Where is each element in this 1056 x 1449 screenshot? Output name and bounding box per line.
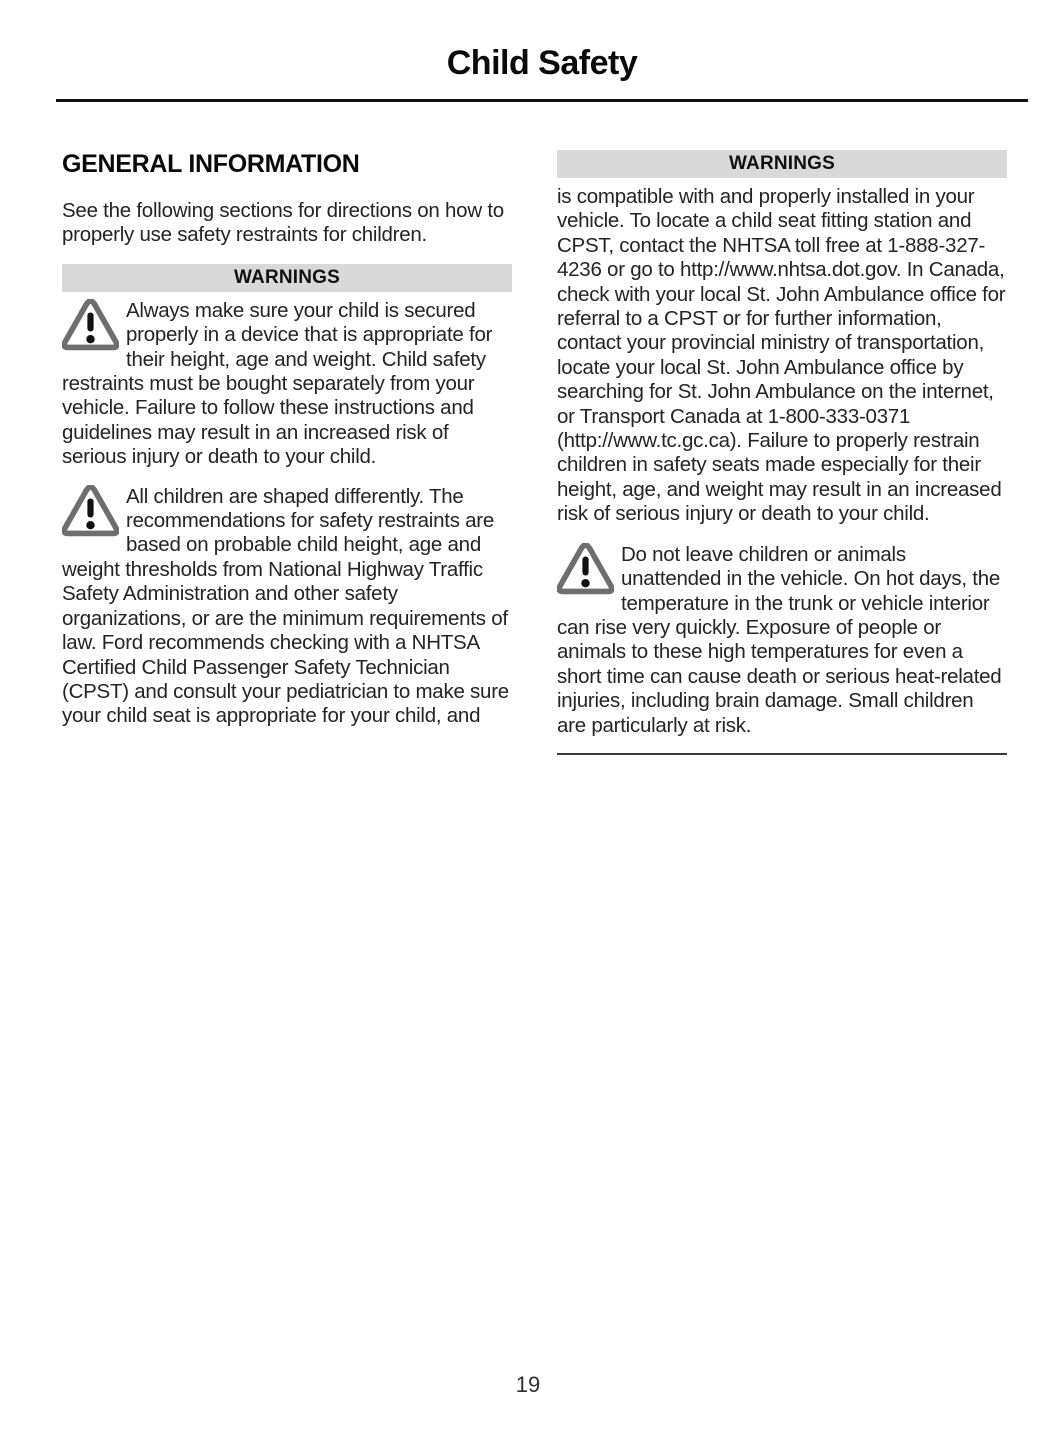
page-number: 19 — [515, 1372, 541, 1397]
warning-triangle-icon — [62, 299, 126, 371]
warnings-end-rule — [557, 753, 1007, 755]
left-column — [62, 150, 512, 755]
right-column — [557, 150, 1007, 755]
warning-text: All children are shaped differently. The recommendations for safety restraints are based on probable child height, age and weight thresholds from National Highway Traffic Safety Administration and other safety organizations, or are the minimum requirements of law. Ford recommends checking with a NHTSA Certified Child Passenger Safety Technician (CPST) and consult your pediatrician to make sure your child seat is appropriate for your child, and — [62, 484, 509, 728]
warnings-header-bar: WARNINGS — [557, 150, 1007, 178]
warning-item — [557, 543, 1007, 738]
warning-triangle-icon — [557, 543, 621, 615]
warning-item — [62, 485, 512, 729]
warning-item — [62, 299, 512, 470]
warning-triangle-icon — [62, 485, 126, 557]
warning-text: Always make sure your child is secured properly in a device that is appropriate for their height, age and weight. Child safety restraints must be bought separately from your vehicle. Failure to follow these instructions and guidelines may result in an increased risk of serious injury or death to your child. — [62, 298, 493, 469]
page-title: Child Safety — [446, 44, 638, 82]
warning-continuation-paragraph: is compatible with and properly installed in your vehicle. To locate a child seat fitting station and CPST, contact the NHTSA toll free at 1-888-327-4236 or go to http://www.nhtsa.dot.gov. In Canada, check with your local St. John Ambulance office for referral to a CPST or for further information, contact your provincial ministry of transportation, locate your local St. John Ambulance office by searching for St. John Ambulance on the internet, or Transport Canada at 1-800-333-0371 (http://www.tc.gc.ca). Failure to properly restrain children in safety seats made especially for their height, age, and weight may result in an increased risk of serious injury or death to your child. — [557, 185, 1006, 526]
warning-text: Do not leave children or animals unattended in the vehicle. On hot days, the temperature in the trunk or vehicle interior can rise very quickly. Exposure of people or animals to these high temperatures for even a short time can cause death or serious heat-related injuries, including brain damage. Small children are particularly at risk. — [557, 542, 1002, 737]
section-heading: GENERAL INFORMATION — [62, 150, 360, 178]
warnings-header-bar: WARNINGS — [62, 264, 512, 292]
intro-paragraph: See the following sections for directions on how to properly use safety restraints for children. — [62, 199, 504, 247]
page-header — [56, 0, 1028, 102]
content-columns — [62, 150, 1005, 755]
